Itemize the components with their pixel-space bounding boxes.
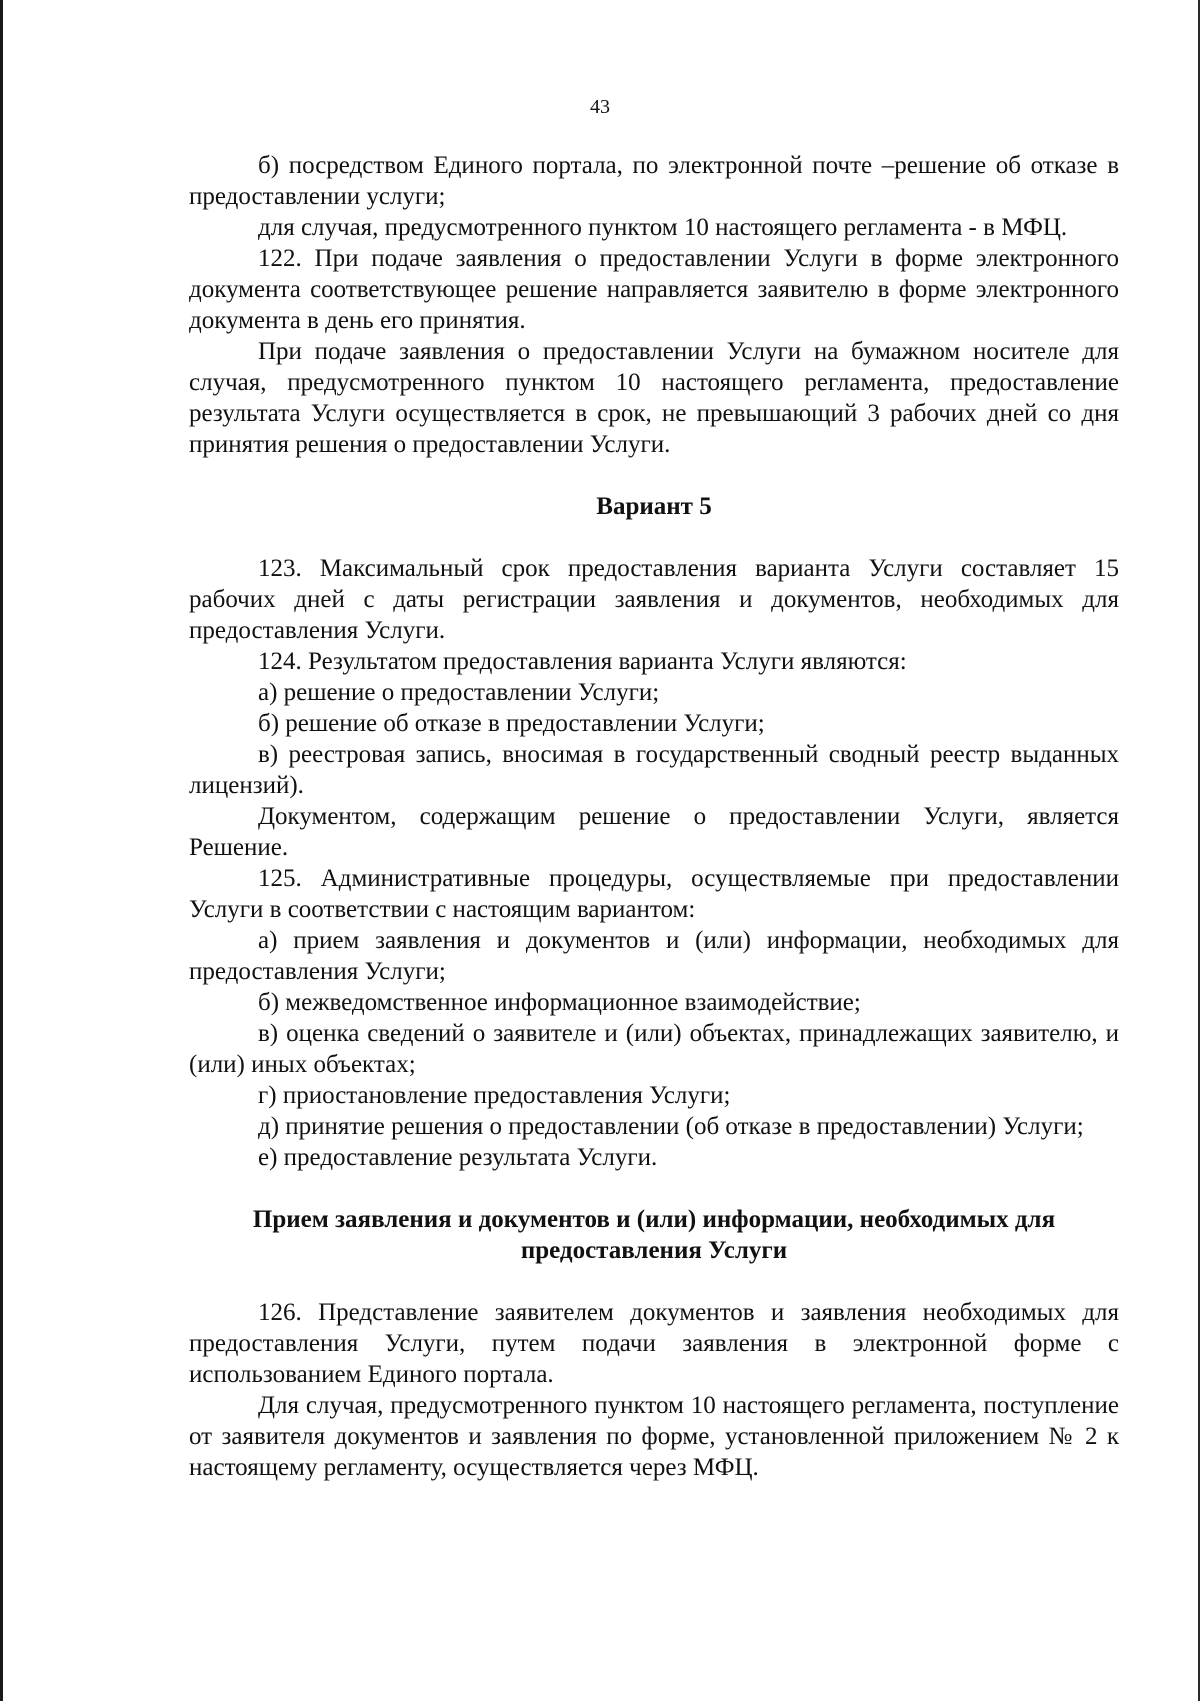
section-heading: Вариант 5 (596, 493, 712, 520)
page-number: 43 (590, 96, 610, 118)
paragraph: 122. При подаче заявления о предоставлении Услуги в форме электронного документа соответствующее решение направляется заявителю в форме электронного документа в день его принятия. (189, 245, 1119, 334)
scan-edge-left (0, 0, 3, 1701)
list-item: г) приостановление предоставления Услуги; (258, 1082, 731, 1109)
list-item: в) реестровая запись, вносимая в государственный сводный реестр выданных лицензий). (189, 741, 1119, 799)
paragraph: 126. Представление заявителем документов и заявления необходимых для предоставления Услуги, путем подачи заявления в электронной форме с использованием Единого портала. (189, 1299, 1119, 1388)
paragraph: Документом, содержащим решение о предоставлении Услуги, является Решение. (189, 803, 1119, 861)
paragraph: При подаче заявления о предоставлении Услуги на бумажном носителе для случая, предусмотренного пунктом 10 настоящего регламента, предоставление результата Услуги осуществляется в срок, не превышающий 3 рабочих дней со дня принятия решения о предоставлении Услуги. (189, 338, 1119, 458)
paragraph: б) посредством Единого портала, по электронной почте –решение об отказе в предоставлении услуги; (189, 152, 1119, 210)
spacer (189, 522, 1119, 553)
paragraph: 124. Результатом предоставления варианта Услуги являются: (258, 648, 907, 675)
list-item: б) решение об отказе в предоставлении Услуги; (258, 710, 765, 737)
paragraph: Для случая, предусмотренного пунктом 10 настоящего регламента, поступление от заявителя документов и заявления по форме, установленной приложением № 2 к настоящему регламенту, осуществляется через МФЦ. (189, 1392, 1119, 1481)
list-item: е) предоставление результата Услуги. (258, 1144, 658, 1171)
list-item: а) решение о предоставлении Услуги; (258, 679, 660, 706)
paragraph: 125. Административные процедуры, осуществляемые при предоставлении Услуги в соответствии с настоящим вариантом: (189, 865, 1119, 923)
list-item: б) межведомственное информационное взаимодействие; (258, 989, 861, 1016)
spacer (189, 1266, 1119, 1297)
paragraph: для случая, предусмотренного пунктом 10 настоящего регламента - в МФЦ. (258, 214, 1068, 241)
document-body (189, 150, 1119, 1483)
paragraph: 123. Максимальный срок предоставления варианта Услуги составляет 15 рабочих дней с даты регистрации заявления и документов, необходимых для предоставления Услуги. (189, 555, 1119, 644)
spacer (189, 460, 1119, 491)
list-item: в) оценка сведений о заявителе и (или) объектах, принадлежащих заявителю, и (или) иных объектах; (189, 1020, 1119, 1078)
list-item: а) прием заявления и документов и (или) информации, необходимых для предоставления Услуги; (189, 927, 1119, 985)
list-item: д) принятие решения о предоставлении (об отказе в предоставлении) Услуги; (258, 1113, 1084, 1140)
spacer (189, 1173, 1119, 1204)
section-heading: Прием заявления и документов и (или) информации, необходимых для предоставления Услуги (252, 1206, 1056, 1264)
